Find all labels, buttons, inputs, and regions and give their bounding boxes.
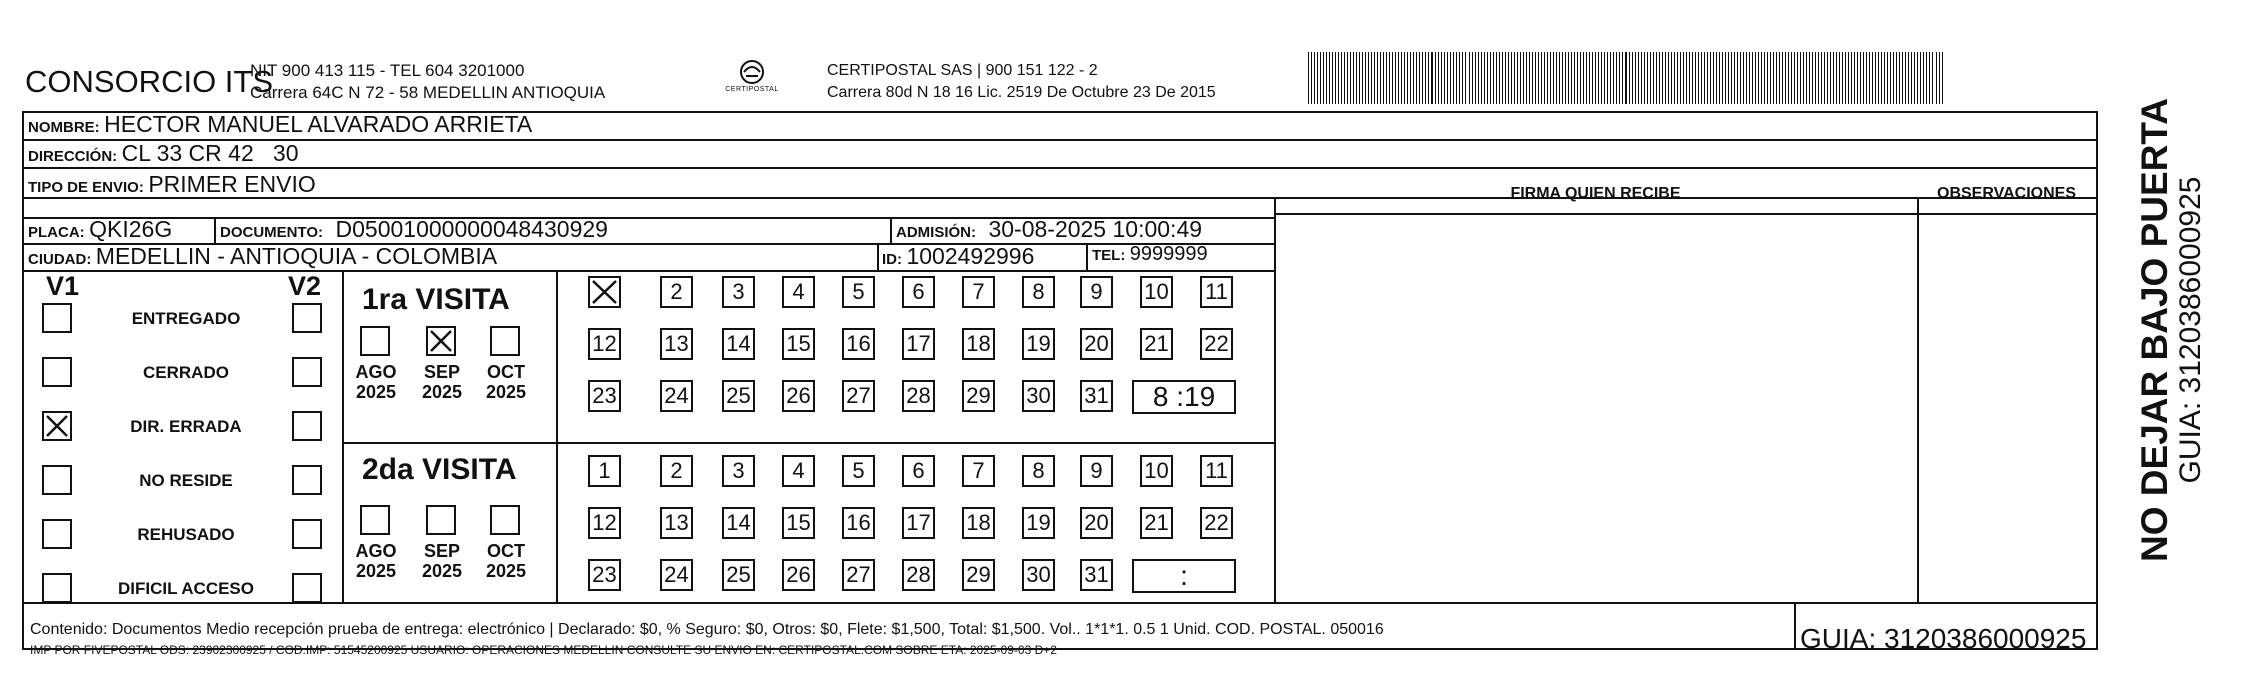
day-box[interactable]: 16 <box>842 507 875 539</box>
tipo-envio-label: TIPO DE ENVIO: <box>28 179 144 196</box>
status-label: ENTREGADO <box>131 309 241 328</box>
day-box[interactable]: 9 <box>1080 455 1113 487</box>
day-box[interactable]: 30 <box>1022 559 1055 591</box>
month-label: OCT 2025 <box>485 541 527 581</box>
day-box[interactable]: 2 <box>660 276 693 308</box>
status-label: DIR. ERRADA <box>130 417 242 436</box>
day-box[interactable]: 17 <box>902 507 935 539</box>
day-box[interactable]: 11 <box>1200 276 1233 308</box>
day-box[interactable]: 18 <box>962 328 995 360</box>
contenido-line: Contenido: Documentos Medio recepción prueba de entrega: electrónico | Declarado: $0, % Seguro: $0, Otros: $0, Flete: $1,500, Total: $1,500. Vol.. 1*1*1. 0.5 1 Unid. COD. POSTAL. 050016 <box>30 621 1384 638</box>
side-guia: GUIA: 3120386000925 <box>2174 176 2207 484</box>
month-checkbox[interactable] <box>426 326 456 356</box>
day-box[interactable]: 28 <box>902 559 935 591</box>
day-box[interactable]: 29 <box>962 380 995 412</box>
day-box[interactable]: 23 <box>588 380 621 412</box>
day-box[interactable]: 21 <box>1140 328 1173 360</box>
day-box[interactable]: 6 <box>902 455 935 487</box>
nombre-field <box>28 111 532 138</box>
v2-checkbox[interactable] <box>292 465 322 495</box>
documento-field <box>220 216 608 243</box>
day-box[interactable]: 18 <box>962 507 995 539</box>
nombre-value: HECTOR MANUEL ALVARADO ARRIETA <box>104 111 533 137</box>
day-box[interactable]: 10 <box>1140 276 1173 308</box>
day-box[interactable]: 20 <box>1080 507 1113 539</box>
day-box[interactable]: 4 <box>782 455 815 487</box>
no-dejar-notice: NO DEJAR BAJO PUERTA <box>2134 98 2175 562</box>
tel-label: TEL: <box>1092 247 1126 264</box>
day-box[interactable]: 22 <box>1200 507 1233 539</box>
documento-label: DOCUMENTO: <box>220 224 324 241</box>
certipostal-info <box>827 60 1216 104</box>
day-box[interactable]: 15 <box>782 507 815 539</box>
nit-line: NIT 900 413 115 - TEL 604 3201000 <box>250 61 525 80</box>
day-box[interactable]: 8 <box>1022 455 1055 487</box>
placa-label: PLACA: <box>28 224 85 241</box>
address-line: Carrera 64C N 72 - 58 MEDELLIN ANTIOQUIA <box>250 83 606 102</box>
day-box[interactable]: 7 <box>962 276 995 308</box>
day-box[interactable]: 31 <box>1080 559 1113 591</box>
day-box[interactable]: 17 <box>902 328 935 360</box>
day-box[interactable]: 28 <box>902 380 935 412</box>
v1-checkbox[interactable] <box>42 357 72 387</box>
barcode <box>1308 52 1945 104</box>
certipostal-logo <box>717 58 787 93</box>
v2-checkbox[interactable] <box>292 411 322 441</box>
day-box[interactable]: 22 <box>1200 328 1233 360</box>
status-label: REHUSADO <box>137 525 235 544</box>
day-box[interactable]: 27 <box>842 559 875 591</box>
tipo-envio-value: PRIMER ENVIO <box>148 171 316 197</box>
observaciones-header: OBSERVACIONES <box>1937 185 2076 202</box>
day-box[interactable]: 13 <box>660 507 693 539</box>
side-notice <box>2135 80 2207 580</box>
day-box[interactable]: 7 <box>962 455 995 487</box>
tel-value: 9999999 <box>1129 243 1208 265</box>
day-box[interactable]: 10 <box>1140 455 1173 487</box>
visit1-title: 1ra VISITA <box>362 283 510 316</box>
ciudad-field <box>28 243 497 270</box>
day-box[interactable]: 5 <box>842 455 875 487</box>
visit2-title: 2da VISITA <box>362 453 517 486</box>
v2-checkbox[interactable] <box>292 357 322 387</box>
documento-value: D05001000000048430929 <box>335 216 608 242</box>
time-field[interactable]: 8 :19 <box>1132 380 1236 414</box>
day-box[interactable]: 23 <box>588 559 621 591</box>
day-box[interactable]: 4 <box>782 276 815 308</box>
day-box[interactable]: 3 <box>722 455 755 487</box>
day-box[interactable] <box>588 276 621 308</box>
day-box[interactable]: 19 <box>1022 507 1055 539</box>
day-box[interactable]: 12 <box>588 507 621 539</box>
v1-checkbox[interactable] <box>42 465 72 495</box>
company-name: CONSORCIO ITS <box>25 64 274 99</box>
day-box[interactable]: 15 <box>782 328 815 360</box>
day-box[interactable]: 5 <box>842 276 875 308</box>
month-checkbox[interactable] <box>360 505 390 535</box>
day-box[interactable]: 16 <box>842 328 875 360</box>
footer-guia: GUIA: 3120386000925 <box>1800 623 2087 654</box>
admision-value: 30-08-2025 10:00:49 <box>988 216 1203 242</box>
month-checkbox[interactable] <box>360 326 390 356</box>
day-box[interactable]: 6 <box>902 276 935 308</box>
month-label: OCT 2025 <box>485 362 527 402</box>
admision-field <box>896 216 1202 243</box>
id-value: 1002492996 <box>906 243 1035 269</box>
month-checkbox[interactable] <box>426 505 456 535</box>
month-label: AGO 2025 <box>355 541 397 581</box>
day-box[interactable]: 14 <box>722 507 755 539</box>
day-box[interactable]: 1 <box>588 455 621 487</box>
status-label: DIFICIL ACCESO <box>117 579 254 598</box>
placa-field <box>28 216 172 243</box>
id-field <box>882 243 1034 270</box>
day-box[interactable]: 24 <box>660 559 693 591</box>
day-box[interactable]: 11 <box>1200 455 1233 487</box>
v1-checkbox[interactable] <box>42 303 72 333</box>
day-box[interactable]: 26 <box>782 559 815 591</box>
month-checkbox[interactable] <box>490 326 520 356</box>
time-field[interactable]: : <box>1132 559 1236 593</box>
month-label: SEP 2025 <box>421 541 463 581</box>
day-box[interactable]: 25 <box>722 559 755 591</box>
day-box[interactable]: 29 <box>962 559 995 591</box>
day-box[interactable]: 8 <box>1022 276 1055 308</box>
direccion-field <box>28 140 298 167</box>
day-box[interactable]: 21 <box>1140 507 1173 539</box>
v1-checkbox[interactable] <box>42 411 72 441</box>
v2-checkbox[interactable] <box>292 573 322 603</box>
day-box[interactable]: 3 <box>722 276 755 308</box>
logo-emblem-icon <box>735 58 769 86</box>
id-label: ID: <box>882 251 902 268</box>
admision-label: ADMISIÓN: <box>896 224 976 241</box>
month-label: SEP 2025 <box>421 362 463 402</box>
license-line: Carrera 80d N 18 16 Lic. 2519 De Octubre 23 De 2015 <box>827 84 1216 101</box>
day-box[interactable]: 26 <box>782 380 815 412</box>
direccion-value: CL 33 CR 42 30 <box>121 140 299 166</box>
month-label: AGO 2025 <box>355 362 397 402</box>
logo-text: CERTIPOSTAL <box>725 86 779 93</box>
delivery-form <box>22 111 2098 650</box>
placa-value: QKI26G <box>89 216 173 242</box>
direccion-label: DIRECCIÓN: <box>28 148 118 165</box>
ciudad-value: MEDELLIN - ANTIOQUIA - COLOMBIA <box>95 243 498 269</box>
day-box[interactable]: 24 <box>660 380 693 412</box>
certipostal-line: CERTIPOSTAL SAS | 900 151 122 - 2 <box>827 62 1098 79</box>
day-box[interactable]: 30 <box>1022 380 1055 412</box>
tipo-envio-field <box>28 171 316 198</box>
day-box[interactable]: 31 <box>1080 380 1113 412</box>
v1-header: V1 <box>46 271 80 301</box>
ciudad-label: CIUDAD: <box>28 251 92 268</box>
firma-header: FIRMA QUIEN RECIBE <box>1510 185 1681 202</box>
day-box[interactable]: 2 <box>660 455 693 487</box>
day-box[interactable]: 19 <box>1022 328 1055 360</box>
status-label: NO RESIDE <box>139 471 233 490</box>
month-checkbox[interactable] <box>490 505 520 535</box>
imp-line: IMP POR FIVEPOSTAL ODS: 23902300925 / COD.IMP: 51545200925 USUARIO: OPERACIONES MEDELLIN CONSULTE SU ENVIO EN: CERTIPOSTAL.COM SOBRE ETA: 2025-09-03 D+2 <box>30 643 1057 657</box>
day-box[interactable]: 14 <box>722 328 755 360</box>
day-box[interactable]: 25 <box>722 380 755 412</box>
day-box[interactable]: 12 <box>588 328 621 360</box>
v2-header: V2 <box>288 271 322 301</box>
day-box[interactable]: 9 <box>1080 276 1113 308</box>
day-box[interactable]: 13 <box>660 328 693 360</box>
company-info <box>250 60 605 104</box>
v1-checkbox[interactable] <box>42 573 72 603</box>
day-box[interactable]: 20 <box>1080 328 1113 360</box>
tel-field <box>1092 243 1208 266</box>
nombre-label: NOMBRE: <box>28 119 100 136</box>
day-box[interactable]: 27 <box>842 380 875 412</box>
v2-checkbox[interactable] <box>292 303 322 333</box>
v2-checkbox[interactable] <box>292 519 322 549</box>
status-label: CERRADO <box>143 363 229 382</box>
v1-checkbox[interactable] <box>42 519 72 549</box>
